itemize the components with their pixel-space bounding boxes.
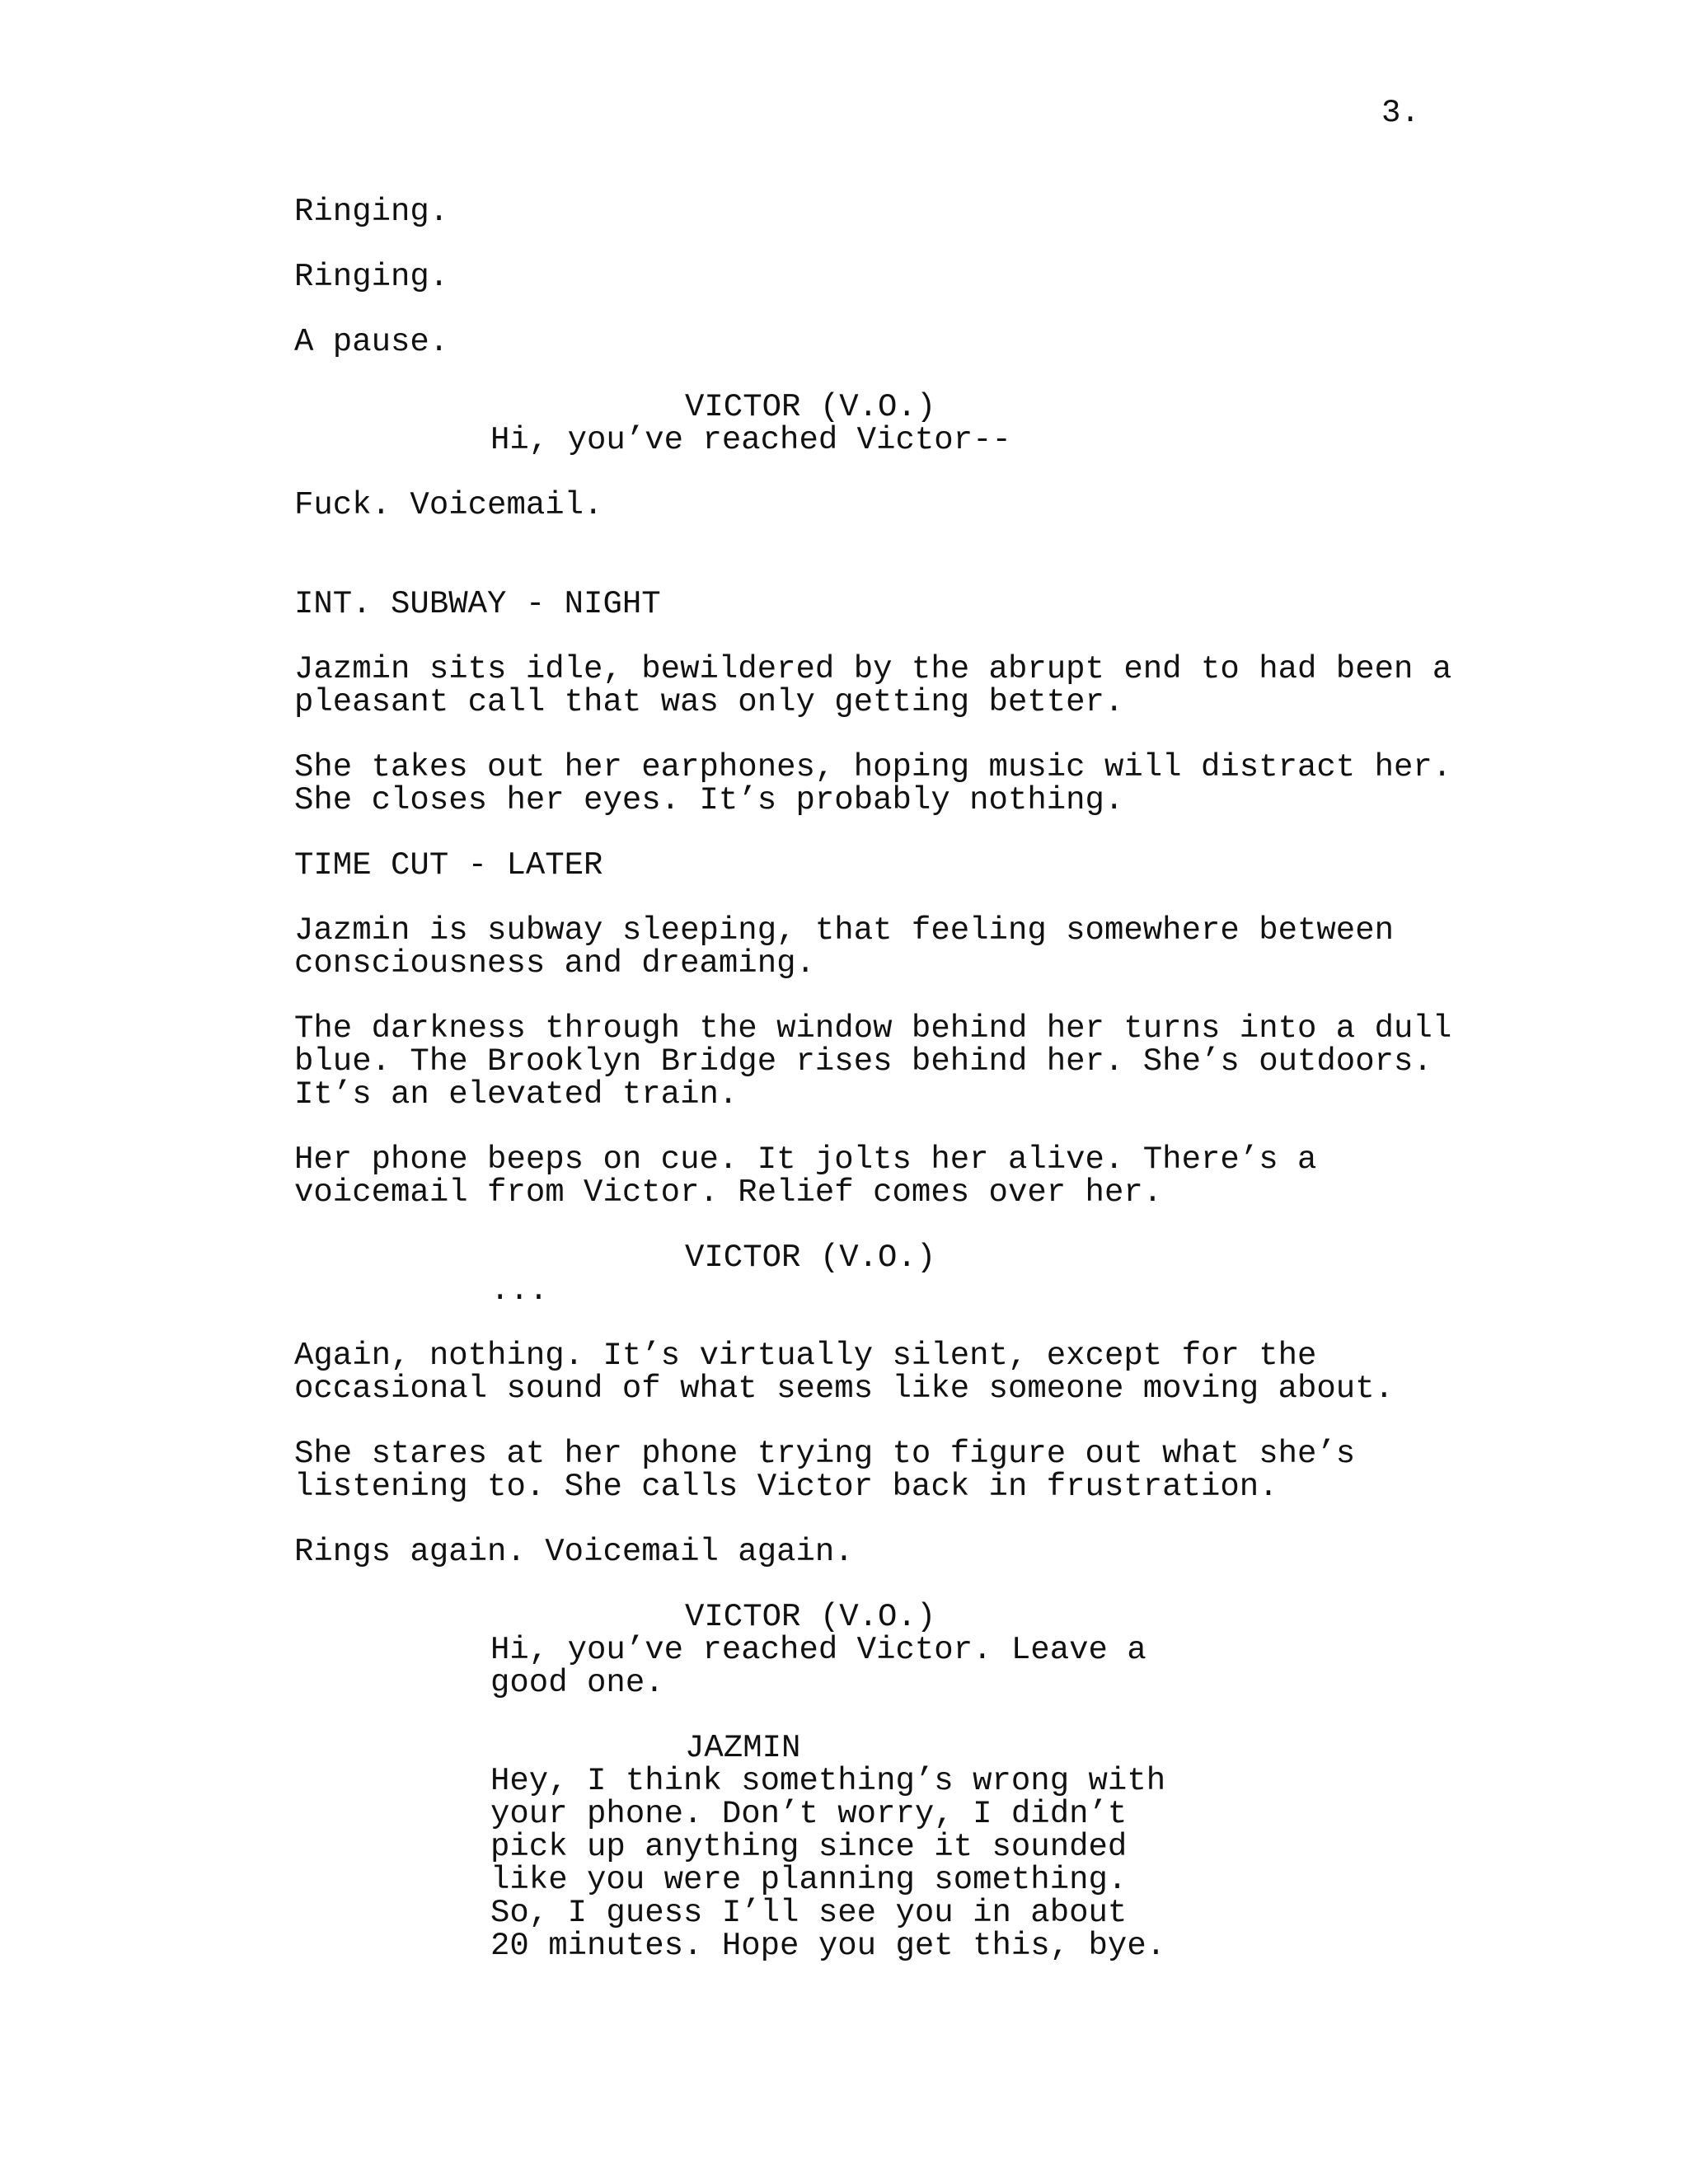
character-name: VICTOR (V.O.) — [685, 389, 936, 425]
action-line: blue. The Brooklyn Bridge rises behind her. She’s outdoors. — [294, 1043, 1432, 1080]
action-line: Again, nothing. It’s virtually silent, except for the — [294, 1338, 1317, 1374]
action-line: Fuck. Voicemail. — [294, 487, 603, 523]
dialogue-line: Hey, I think something’s wrong with — [490, 1763, 1166, 1799]
scene-heading: INT. SUBWAY - NIGHT — [294, 586, 661, 622]
page-number: 3. — [1381, 95, 1420, 131]
action-line: consciousness and dreaming. — [294, 945, 815, 982]
dialogue-line: Hi, you’ve reached Victor. Leave a — [490, 1632, 1146, 1668]
dialogue-line: pick up anything since it sounded — [490, 1829, 1128, 1865]
action-line: She stares at her phone trying to figure out what she’s — [294, 1436, 1356, 1472]
action-line: A pause. — [294, 324, 449, 360]
dialogue-line: ... — [490, 1272, 549, 1309]
action-line: Jazmin sits idle, bewildered by the abrupt end to had been a — [294, 651, 1452, 687]
action-line: occasional sound of what seems like someone moving about. — [294, 1371, 1395, 1407]
dialogue-line: So, I guess I’ll see you in about — [490, 1895, 1128, 1931]
action-line: It’s an elevated train. — [294, 1076, 738, 1113]
action-line: The darkness through the window behind her turns into a dull — [294, 1010, 1452, 1047]
action-line: voicemail from Victor. Relief comes over her. — [294, 1174, 1163, 1211]
action-line: Jazmin is subway sleeping, that feeling somewhere between — [294, 912, 1395, 949]
dialogue-line: Hi, you’ve reached Victor-- — [490, 422, 1011, 458]
character-name: JAZMIN — [685, 1730, 801, 1766]
action-line: Rings again. Voicemail again. — [294, 1534, 854, 1570]
action-line: Ringing. — [294, 259, 449, 295]
dialogue-line: 20 minutes. Hope you get this, bye. — [490, 1928, 1166, 1964]
action-line: She closes her eyes. It’s probably nothing. — [294, 782, 1124, 818]
dialogue-line: your phone. Don’t worry, I didn’t — [490, 1796, 1128, 1832]
action-line: listening to. She calls Victor back in frustration. — [294, 1469, 1278, 1505]
action-line: She takes out her earphones, hoping music will distract her. — [294, 749, 1452, 785]
action-line: pleasant call that was only getting better. — [294, 684, 1124, 720]
character-name: VICTOR (V.O.) — [685, 1599, 936, 1635]
action-line: Her phone beeps on cue. It jolts her alive. There’s a — [294, 1141, 1317, 1178]
transition-heading: TIME CUT - LATER — [294, 847, 603, 883]
character-name: VICTOR (V.O.) — [685, 1240, 936, 1276]
dialogue-line: good one. — [490, 1665, 664, 1701]
dialogue-line: like you were planning something. — [490, 1862, 1128, 1898]
action-line: Ringing. — [294, 194, 449, 230]
